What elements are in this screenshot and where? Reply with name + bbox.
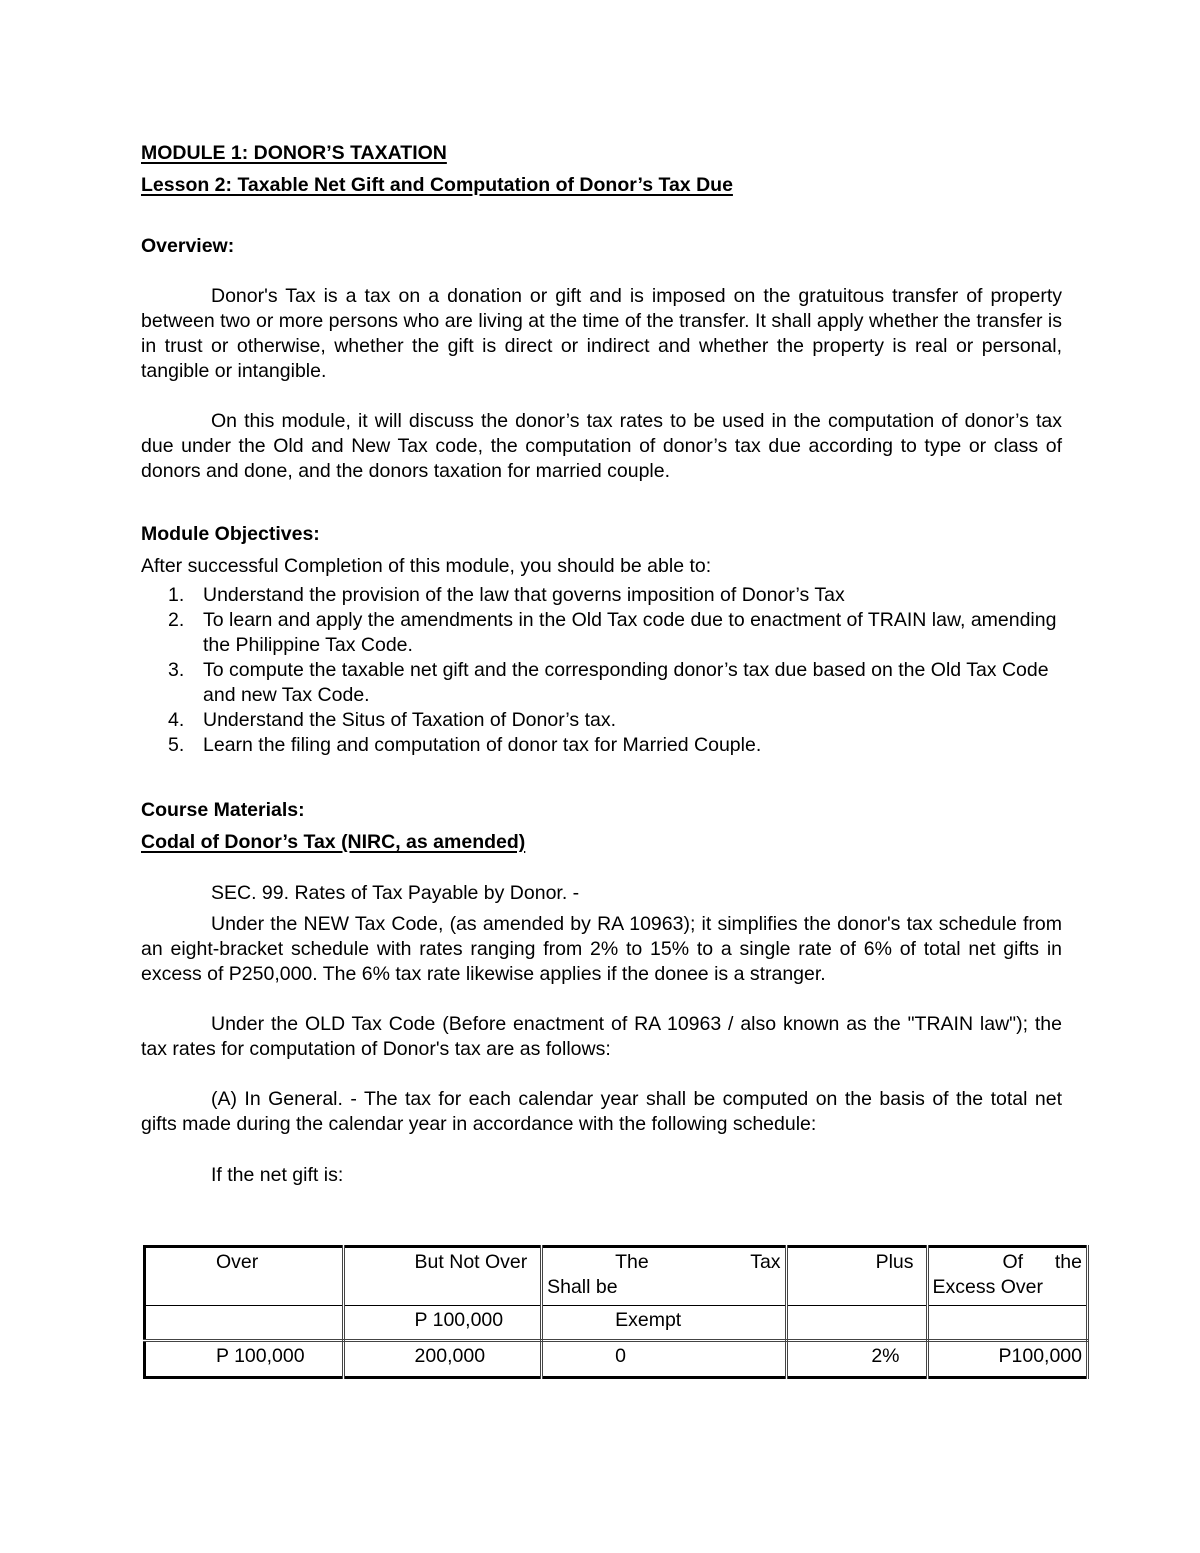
header-plus: Plus: [786, 1247, 927, 1306]
table-row: [145, 1341, 1088, 1378]
cell-of: P100,000: [927, 1341, 1088, 1378]
table-header-row: [145, 1247, 1088, 1306]
objective-item: [141, 583, 1062, 608]
document-page: [141, 140, 1062, 1188]
header-tax-word-2: Tax: [750, 1251, 781, 1273]
cell-tax: Exempt: [542, 1306, 786, 1341]
new-code-paragraph: Under the NEW Tax Code, (as amended by RA 10963); it simplifies the donor's tax schedule from an eight-bracket schedule with rates ranging from 2% to 15% to a single rate of 6% of total net gifts in excess of P250,000. The 6% tax rate likewise applies if the donee is a stranger.: [141, 913, 1062, 985]
objective-text: To compute the taxable net gift and the corresponding donor’s tax due based on the Old Tax Code and new Tax Code.: [203, 659, 1049, 706]
objective-number: 2.: [168, 609, 185, 631]
objectives-heading: Module Objectives:: [141, 523, 320, 545]
module-title: MODULE 1: DONOR’S TAXATION: [141, 142, 447, 164]
header-but-not-over: But Not Over: [343, 1247, 542, 1306]
materials-heading: Course Materials:: [141, 799, 305, 821]
header-of-word-3: Excess Over: [932, 1276, 1044, 1298]
cell-but-not-over: 200,000: [343, 1341, 542, 1378]
objective-number: 3.: [168, 659, 185, 681]
objective-text: To learn and apply the amendments in the Old Tax code due to enactment of TRAIN law, amending the Philippine Tax Code.: [203, 609, 1057, 656]
header-of-word-2: the: [1054, 1251, 1082, 1273]
header-of-word-1: Of: [1002, 1251, 1024, 1273]
lesson-title: Lesson 2: Taxable Net Gift and Computation of Donor’s Tax Due: [141, 174, 733, 196]
objective-number: 1.: [168, 584, 185, 606]
objective-text: Understand the Situs of Taxation of Donor’s tax.: [203, 709, 616, 731]
net-gift-line: If the net gift is:: [211, 1164, 344, 1186]
objective-number: 4.: [168, 709, 185, 731]
overview-paragraph-1: Donor's Tax is a tax on a donation or gift and is imposed on the gratuitous transfer of property between two or more persons who are living at the time of the transfer. It shall apply whether the transfer is in trust or otherwise, whether the gift is direct or indirect and whether the property is real or personal, tangible or intangible.: [141, 285, 1062, 382]
header-of-excess-over: [927, 1247, 1088, 1306]
objective-number: 5.: [168, 734, 185, 756]
header-over: Over: [145, 1247, 344, 1306]
header-tax-shall-be: [542, 1247, 786, 1306]
objective-item: [141, 658, 1062, 708]
header-tax-word-3: Shall be: [547, 1276, 618, 1298]
cell-over: P 100,000: [145, 1341, 344, 1378]
old-code-paragraph: Under the OLD Tax Code (Before enactment of RA 10963 / also known as the "TRAIN law"); the tax rates for computation of Donor's tax are as follows:: [141, 1013, 1062, 1060]
objective-item: [141, 733, 1062, 758]
table-row: [145, 1306, 1088, 1341]
objective-text: Learn the filing and computation of donor tax for Married Couple.: [203, 734, 762, 756]
objective-item: [141, 608, 1062, 658]
overview-heading: Overview:: [141, 235, 235, 257]
overview-paragraph-2: On this module, it will discuss the donor’s tax rates to be used in the computation of donor’s tax due under the Old and New Tax code, the computation of donor’s tax due according to type or class of donors and done, and the donors taxation for married couple.: [141, 410, 1062, 482]
cell-plus: 2%: [786, 1341, 927, 1378]
general-paragraph: (A) In General. - The tax for each calendar year shall be computed on the basis of the total net gifts made during the calendar year in accordance with the following schedule:: [141, 1088, 1062, 1135]
cell-but-not-over: P 100,000: [343, 1306, 542, 1341]
cell-tax: 0: [542, 1341, 786, 1378]
tax-schedule-table: [143, 1245, 1089, 1379]
objective-text: Understand the provision of the law that governs imposition of Donor’s Tax: [203, 584, 845, 606]
objective-item: [141, 708, 1062, 733]
cell-plus: [786, 1306, 927, 1341]
cell-of: [927, 1306, 1088, 1341]
codal-title: Codal of Donor’s Tax (NIRC, as amended): [141, 831, 526, 853]
section-99-line: SEC. 99. Rates of Tax Payable by Donor. -: [211, 882, 580, 904]
cell-over: [145, 1306, 344, 1341]
objectives-list: [141, 583, 1062, 758]
header-tax-word-1: The: [615, 1251, 649, 1273]
objectives-intro: After successful Completion of this module, you should be able to:: [141, 555, 712, 577]
